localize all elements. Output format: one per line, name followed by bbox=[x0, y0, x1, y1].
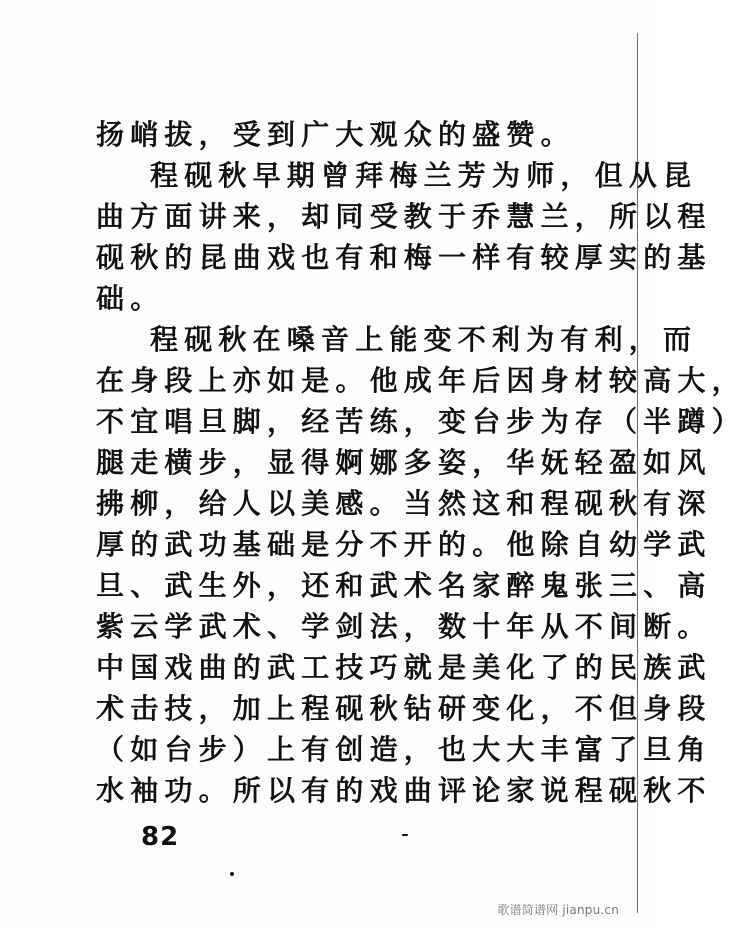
print-speck bbox=[402, 834, 408, 836]
text-line-2: 程砚秋早期曾拜梅兰芳为师，但从昆 bbox=[150, 159, 698, 192]
text-line-9: 腿走横步，显得婀娜多姿，华妩轻盈如风 bbox=[96, 446, 712, 479]
text-line-10: 拂柳，给人以美感。当然这和程砚秋有深 bbox=[96, 487, 712, 520]
text-line-6: 程砚秋在嗓音上能变不利为有利，而 bbox=[150, 323, 698, 356]
text-line-4: 砚秋的昆曲戏也有和梅一样有较厚实的基 bbox=[96, 241, 712, 274]
text-line-8: 不宜唱旦脚，经苦练，变台步为存（半蹲） bbox=[96, 405, 746, 438]
text-line-17: 水袖功。所以有的戏曲评论家说程砚秋不 bbox=[96, 774, 712, 807]
text-line-7: 在身段上亦如是。他成年后因身材较高大， bbox=[96, 364, 746, 397]
text-line-1: 扬峭拔，受到广大观众的盛赞。 bbox=[96, 118, 575, 151]
text-line-3: 曲方面讲来，却同受教于乔慧兰，所以程 bbox=[96, 200, 712, 233]
print-speck bbox=[230, 872, 234, 876]
text-line-15: 术击技，加上程砚秋钻研变化，不但身段 bbox=[96, 692, 712, 725]
text-line-16: （如台步）上有创造，也大大丰富了旦角 bbox=[96, 733, 712, 766]
text-line-11: 厚的武功基础是分不开的。他除自幼学武 bbox=[96, 528, 712, 561]
text-line-5: 础。 bbox=[96, 282, 165, 315]
text-line-13: 紫云学武术、学剑法，数十年从不间断。 bbox=[96, 610, 712, 643]
site-watermark: 歌谱简谱网 jianpu.cn bbox=[497, 903, 619, 917]
text-line-12: 旦、武生外，还和武术名家醉鬼张三、高 bbox=[96, 569, 712, 602]
text-line-14: 中国戏曲的武工技巧就是美化了的民族武 bbox=[96, 651, 712, 684]
page-number: 82 bbox=[141, 822, 180, 852]
